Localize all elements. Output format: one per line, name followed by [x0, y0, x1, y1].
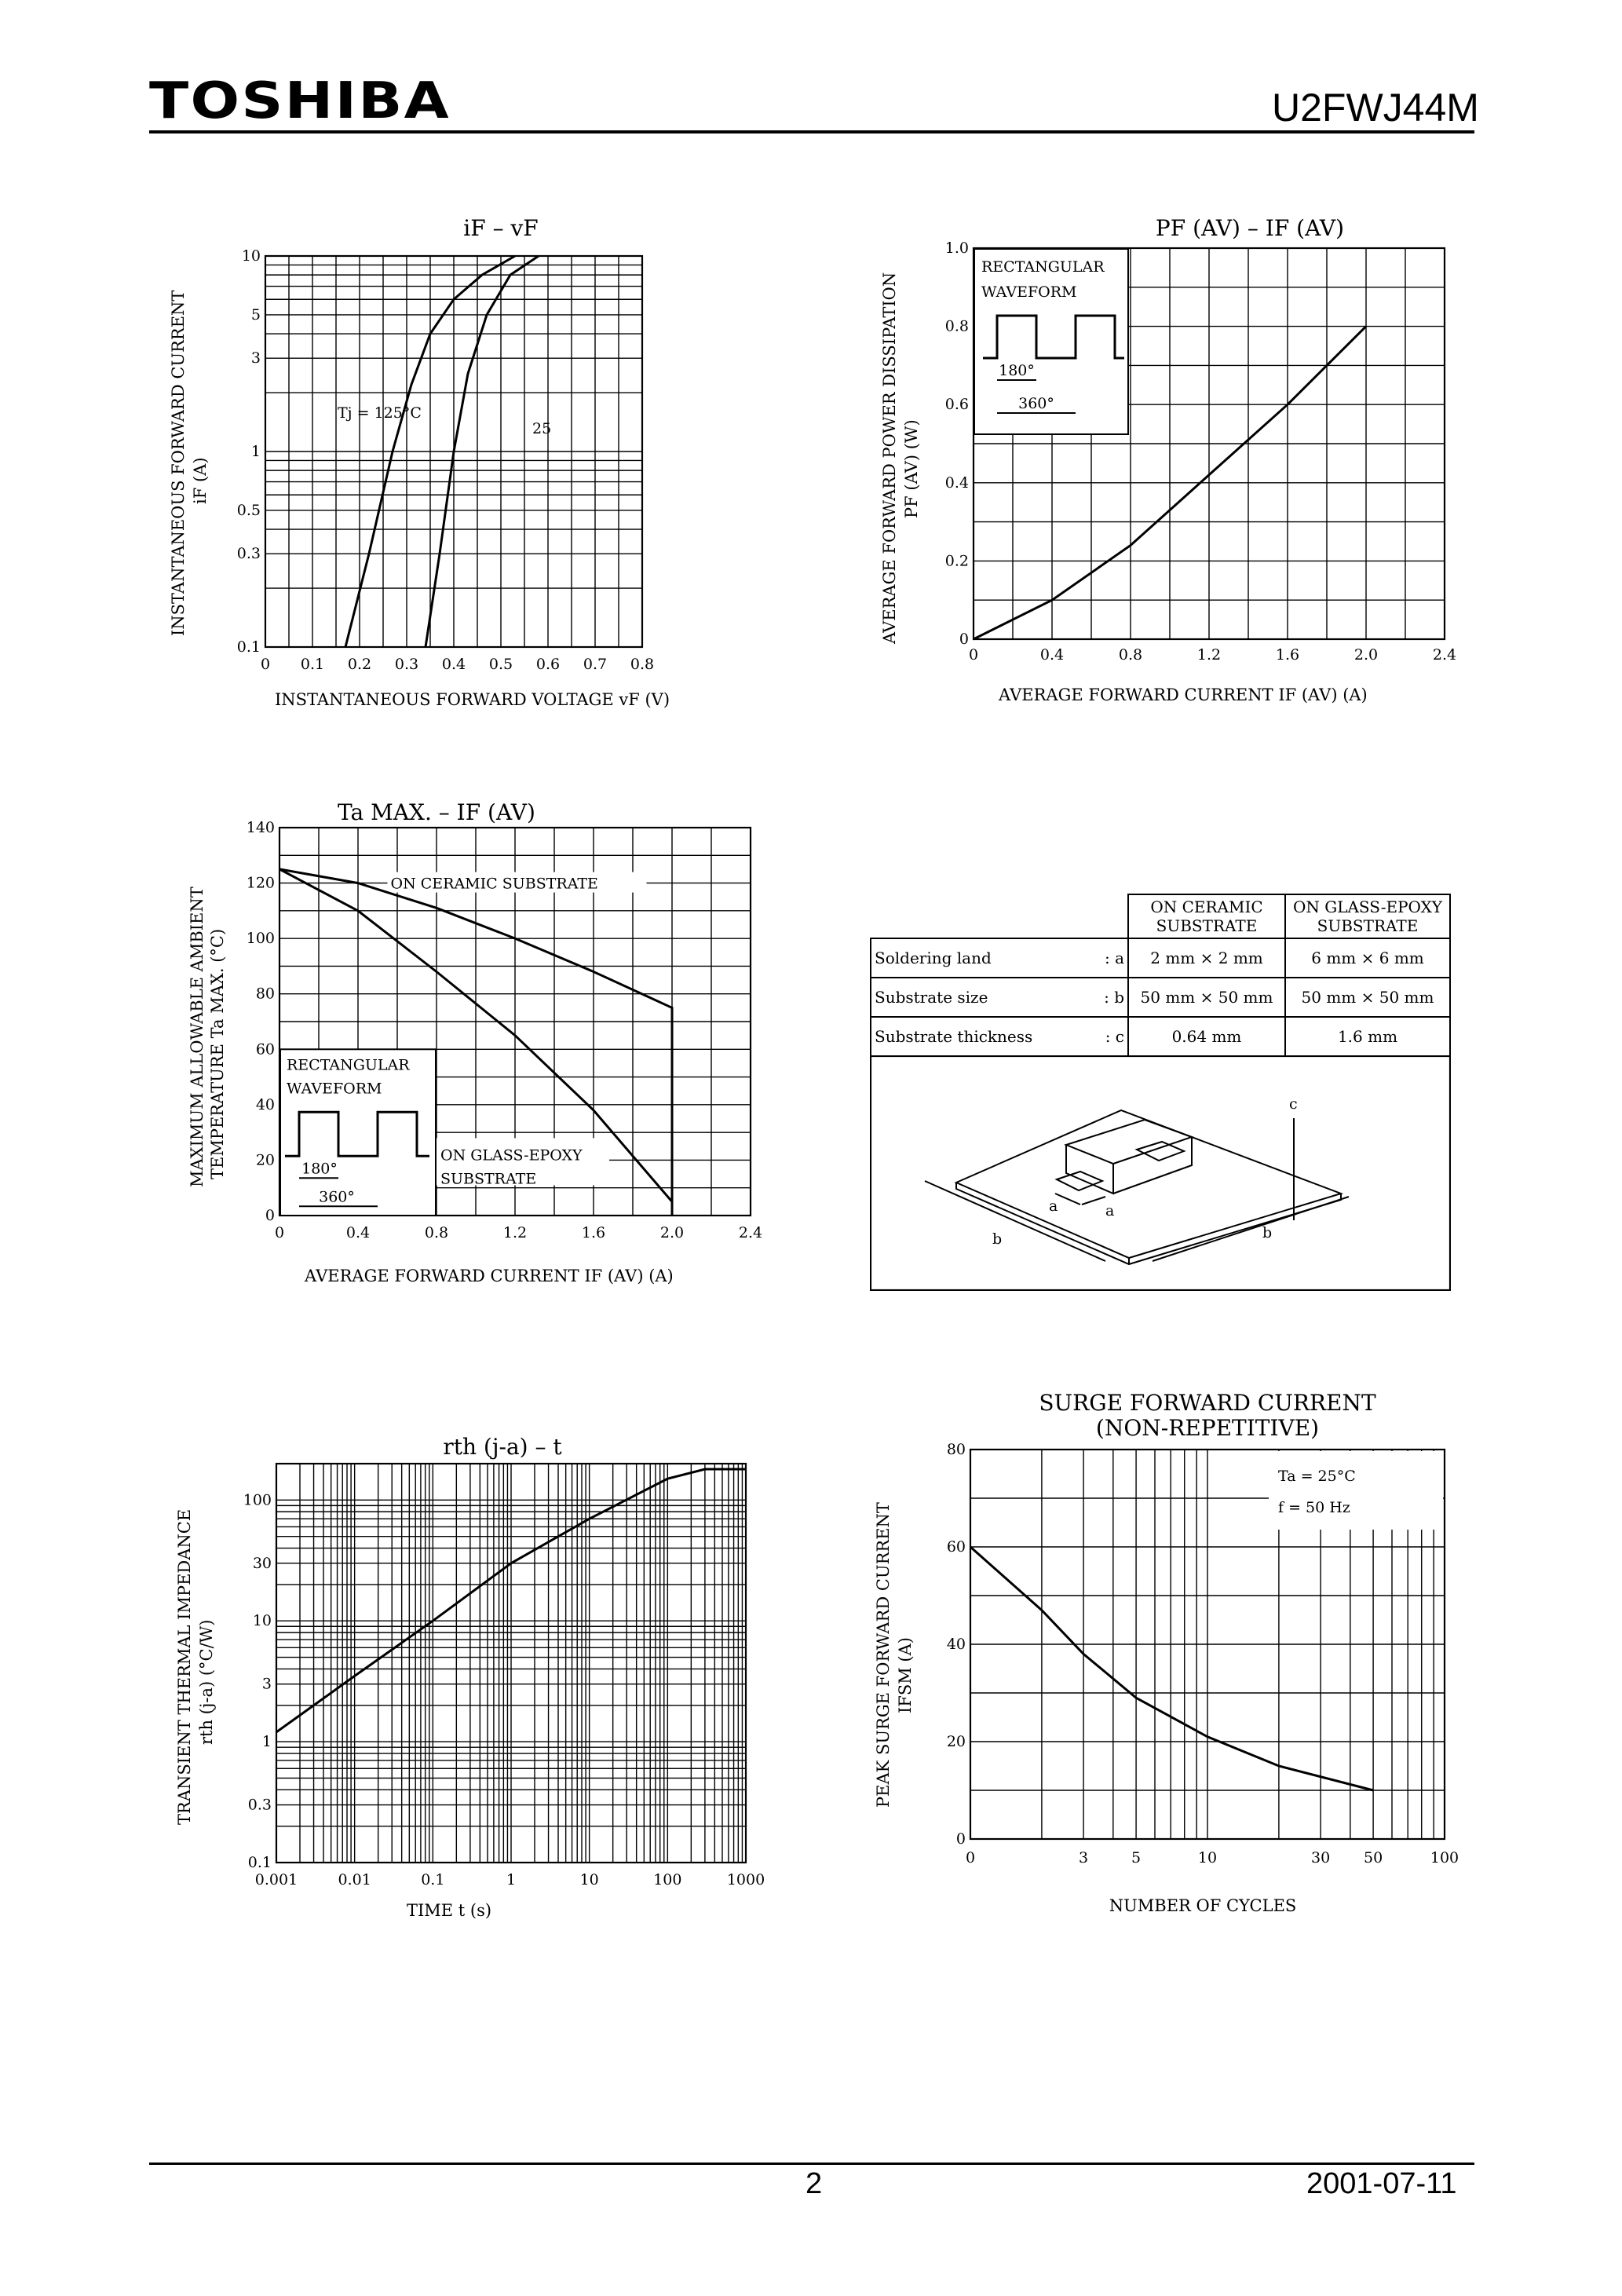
- y-tick-label: 1: [261, 1733, 272, 1751]
- row-label: Substrate thickness: [875, 1027, 1033, 1046]
- series-label-ceramic: ON CERAMIC SUBSTRATE: [390, 875, 598, 893]
- chart-subtitle: (NON-REPETITIVE): [1095, 1415, 1320, 1441]
- part-number: U2FWJ44M: [1272, 86, 1479, 130]
- dim-label-b: b: [1262, 1224, 1273, 1241]
- header-ceramic: ON CERAMIC SUBSTRATE: [1128, 894, 1285, 938]
- y-axis-label-symbol: TEMPERATURE Ta MAX. (°C): [208, 928, 227, 1179]
- x-axis-label: NUMBER OF CYCLES: [1109, 1896, 1297, 1915]
- row-key: : c: [1105, 1027, 1124, 1046]
- x-tick-label: 1: [506, 1871, 517, 1888]
- y-axis-label-symbol: rth (j-a) (°C/W): [197, 1619, 216, 1745]
- note-f: f = 50 Hz: [1278, 1499, 1350, 1516]
- x-tick-label: 0.3: [394, 656, 419, 673]
- y-tick-label: 80: [255, 985, 275, 1003]
- y-axis-label: MAXIMUM ALLOWABLE AMBIENT: [188, 887, 206, 1187]
- dim-line-a: [1055, 1194, 1080, 1205]
- chart-rth-t: [173, 1431, 785, 1933]
- x-tick-label: 10: [1197, 1849, 1218, 1866]
- cell-ceramic: 50 mm × 50 mm: [1128, 978, 1285, 1017]
- chart-title: PF (AV) – IF (AV): [1155, 215, 1345, 241]
- footer-rule: [149, 2163, 1474, 2165]
- y-tick-label: 0.2: [944, 552, 969, 570]
- y-axis-label: AVERAGE FORWARD POWER DISSIPATION: [880, 272, 899, 644]
- dim-360-label: 360°: [319, 1188, 355, 1206]
- y-tick-label: 3: [250, 349, 261, 367]
- dim-line-b: [1153, 1197, 1349, 1261]
- x-tick-label: 100: [653, 1871, 682, 1888]
- x-axis-label: TIME t (s): [406, 1901, 492, 1920]
- dim-180-label: 180°: [999, 362, 1035, 379]
- y-tick-label: 120: [246, 874, 275, 892]
- x-tick-label: 1.2: [502, 1224, 528, 1241]
- chart-title: rth (j-a) – t: [443, 1434, 562, 1460]
- row-key: : b: [1104, 988, 1124, 1007]
- header-glass: ON GLASS-EPOXY SUBSTRATE: [1285, 894, 1450, 938]
- y-tick-label: 0: [265, 1207, 275, 1224]
- y-tick-label: 3: [261, 1675, 272, 1693]
- x-tick-label: 0: [260, 656, 271, 673]
- y-tick-label: 0: [955, 1830, 966, 1848]
- inset-label: RECTANGULAR: [287, 1056, 410, 1074]
- y-tick-label: 100: [243, 1491, 272, 1509]
- x-tick-label: 0.5: [488, 656, 513, 673]
- dim-line-b: [925, 1181, 1105, 1261]
- y-tick-label: 10: [252, 1612, 272, 1630]
- x-tick-label: 0: [968, 646, 979, 664]
- x-tick-label: 2.4: [738, 1224, 763, 1241]
- x-tick-label: 0.1: [300, 656, 325, 673]
- x-tick-label: 5: [1131, 1849, 1142, 1866]
- y-tick-label: 80: [946, 1441, 966, 1458]
- chart-ta-if: [179, 787, 776, 1289]
- x-tick-label: 1.6: [1275, 646, 1300, 664]
- x-tick-label: 0: [965, 1849, 976, 1866]
- dim-label-a: a: [1105, 1202, 1115, 1219]
- chart-title: iF – vF: [463, 215, 539, 241]
- y-tick-label: 40: [255, 1095, 275, 1113]
- cell-glass: 50 mm × 50 mm: [1285, 978, 1450, 1017]
- x-tick-label: 0.8: [630, 656, 655, 673]
- cell-ceramic: 0.64 mm: [1128, 1017, 1285, 1056]
- x-tick-label: 0.8: [424, 1224, 449, 1241]
- x-tick-label: 30: [1310, 1849, 1331, 1866]
- header-rule: [149, 130, 1474, 133]
- page-number: 2: [806, 2167, 823, 2200]
- y-axis-label-symbol: PF (AV) (W): [902, 419, 921, 518]
- y-tick-label: 60: [255, 1040, 275, 1058]
- inset-label: WAVEFORM: [981, 283, 1077, 301]
- y-axis-label-symbol: iF (A): [191, 457, 210, 504]
- x-tick-label: 2.4: [1432, 646, 1457, 664]
- chart-title: SURGE FORWARD CURRENT: [1039, 1390, 1376, 1416]
- x-tick-label: 0.01: [338, 1871, 371, 1888]
- y-tick-label: 0.6: [944, 396, 969, 414]
- x-tick-label: 2.0: [1353, 646, 1379, 664]
- y-tick-label: 0: [959, 631, 969, 648]
- y-tick-label: 0.3: [247, 1796, 272, 1814]
- y-tick-label: 0.1: [236, 638, 261, 656]
- inset-label: RECTANGULAR: [981, 258, 1105, 276]
- x-tick-label: 0.4: [1039, 646, 1065, 664]
- x-tick-label: 0: [274, 1224, 285, 1241]
- row-key: : a: [1104, 949, 1124, 967]
- y-tick-label: 60: [946, 1538, 966, 1556]
- x-tick-label: 0.4: [441, 656, 466, 673]
- brand-logo: TOSHIBA: [149, 72, 451, 130]
- chart-title: Ta MAX. – IF (AV): [338, 799, 535, 825]
- x-tick-label: 1.2: [1196, 646, 1222, 664]
- x-tick-label: 1000: [726, 1871, 765, 1888]
- dim-360-label: 360°: [1018, 395, 1054, 412]
- curve-label-125: Tj = 125°C: [338, 404, 422, 422]
- inset-box: [280, 1049, 436, 1216]
- y-tick-label: 100: [246, 930, 275, 948]
- x-tick-label: 0.1: [421, 1871, 445, 1888]
- y-tick-label: 0.3: [236, 545, 261, 563]
- note-ta: Ta = 25°C: [1278, 1468, 1356, 1485]
- dim-180-label: 180°: [301, 1160, 338, 1178]
- x-tick-label: 3: [1079, 1849, 1089, 1866]
- y-axis-label: TRANSIENT THERMAL IMPEDANCE: [175, 1508, 194, 1825]
- y-axis-label-symbol: IFSM (A): [896, 1637, 915, 1713]
- inset-label: WAVEFORM: [287, 1080, 382, 1098]
- cell-glass: 6 mm × 6 mm: [1285, 938, 1450, 978]
- x-tick-label: 0.001: [254, 1871, 298, 1888]
- y-tick-label: 0.5: [236, 501, 261, 519]
- dim-label-a: a: [1049, 1197, 1058, 1215]
- substrate-plate-top: [956, 1110, 1341, 1258]
- solder-land: [1137, 1142, 1184, 1161]
- x-tick-label: 0.4: [345, 1224, 371, 1241]
- chart-if-vf: [165, 212, 762, 715]
- x-axis-label: AVERAGE FORWARD CURRENT IF (AV) (A): [999, 686, 1368, 704]
- row-label: Substrate size: [875, 988, 988, 1007]
- substrate-drawing: [870, 1055, 1451, 1291]
- doc-date: 2001-07-11: [1306, 2167, 1457, 2200]
- data-curve: [970, 1547, 1373, 1790]
- y-tick-label: 5: [250, 305, 261, 324]
- y-tick-label: 1: [250, 443, 261, 460]
- y-tick-label: 20: [255, 1151, 275, 1169]
- x-tick-label: 0.2: [347, 656, 372, 673]
- y-axis-label: INSTANTANEOUS FORWARD CURRENT: [169, 290, 188, 636]
- dim-label-c: c: [1289, 1095, 1298, 1113]
- x-tick-label: 50: [1363, 1849, 1383, 1866]
- y-tick-label: 0.1: [247, 1854, 272, 1871]
- y-tick-label: 1.0: [944, 239, 969, 257]
- substrate-table: [870, 894, 1451, 1057]
- chart-surge: [873, 1384, 1478, 1933]
- solder-land: [1057, 1172, 1102, 1190]
- y-axis-label: PEAK SURGE FORWARD CURRENT: [874, 1502, 893, 1808]
- dim-label-b: b: [992, 1230, 1003, 1248]
- cell-ceramic: 2 mm × 2 mm: [1128, 938, 1285, 978]
- curve-label-25: 25: [532, 420, 552, 437]
- y-tick-label: 0.8: [944, 317, 969, 335]
- x-tick-label: 0.7: [583, 656, 608, 673]
- y-tick-label: 140: [246, 819, 275, 836]
- x-tick-label: 100: [1430, 1849, 1459, 1866]
- x-tick-label: 2.0: [659, 1224, 685, 1241]
- x-tick-label: 0.6: [535, 656, 561, 673]
- x-tick-label: 1.6: [581, 1224, 606, 1241]
- device-body-side: [1113, 1137, 1192, 1194]
- note-bg: [1269, 1451, 1443, 1530]
- x-tick-label: 0.8: [1118, 646, 1143, 664]
- y-tick-label: 10: [241, 247, 261, 265]
- series-label-glass: SUBSTRATE: [440, 1170, 537, 1188]
- y-tick-label: 30: [252, 1554, 272, 1572]
- x-tick-label: 10: [579, 1871, 599, 1888]
- cell-glass: 1.6 mm: [1285, 1017, 1450, 1056]
- dim-line-a: [1082, 1197, 1105, 1205]
- row-label: Soldering land: [875, 949, 992, 967]
- x-axis-label: INSTANTANEOUS FORWARD VOLTAGE vF (V): [275, 690, 670, 709]
- x-axis-label: AVERAGE FORWARD CURRENT IF (AV) (A): [305, 1267, 674, 1285]
- y-tick-label: 0.4: [944, 473, 969, 492]
- y-tick-label: 40: [946, 1636, 966, 1653]
- y-tick-label: 20: [946, 1733, 966, 1750]
- series-label-glass: ON GLASS-EPOXY: [440, 1146, 583, 1164]
- chart-pf-if: [879, 204, 1476, 715]
